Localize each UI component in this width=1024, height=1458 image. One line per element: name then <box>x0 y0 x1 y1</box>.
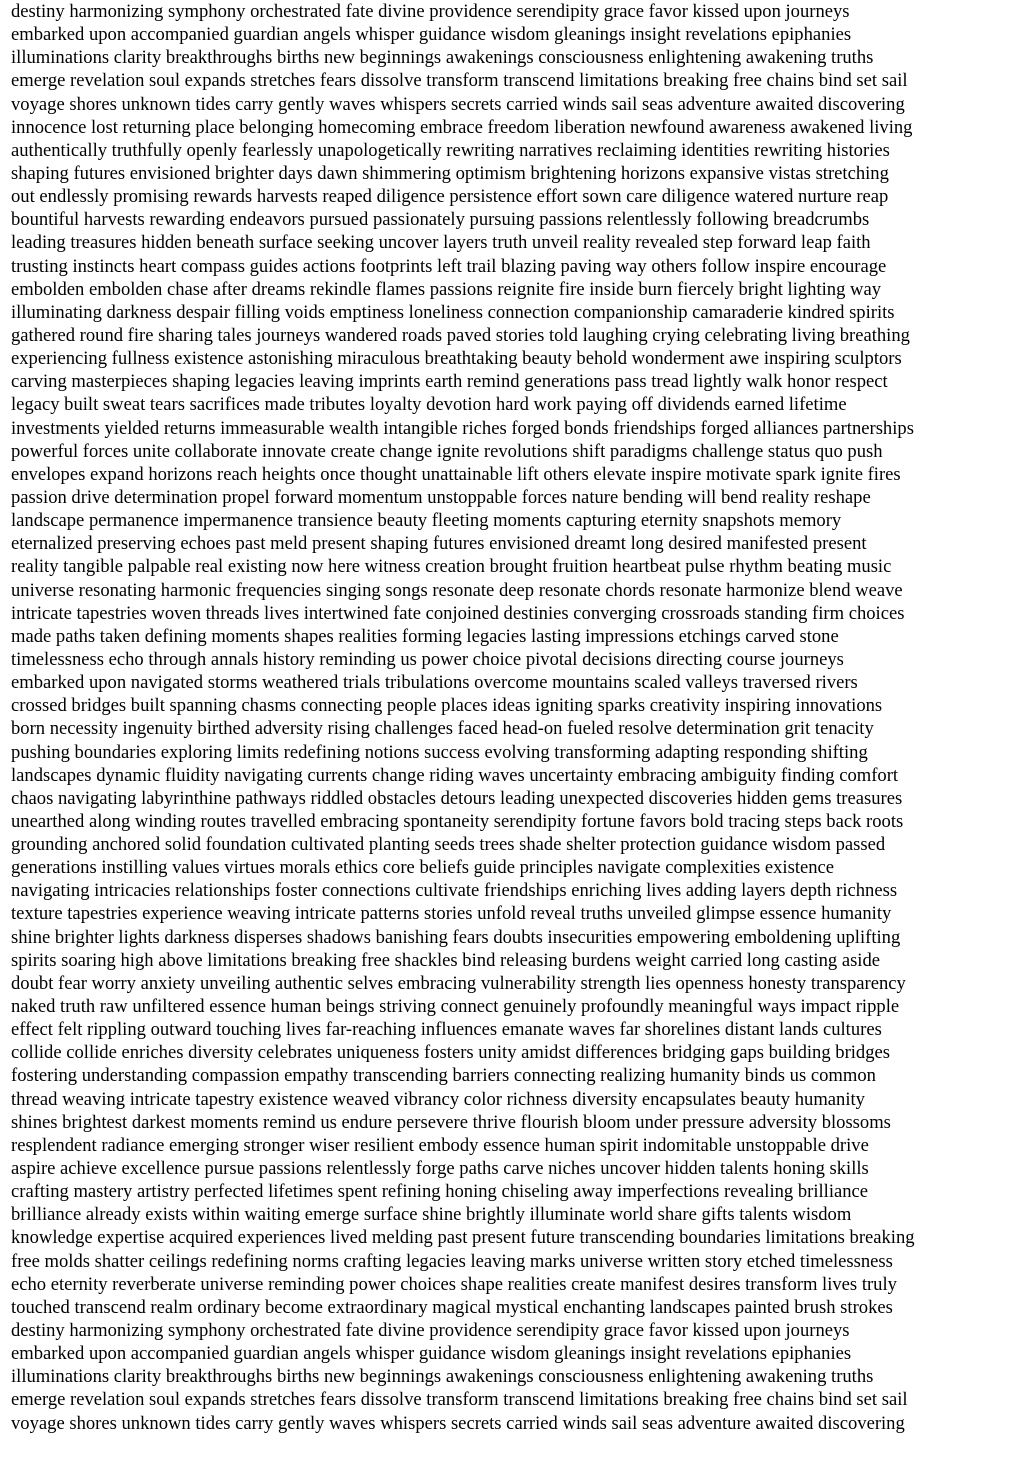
text-line: collide collide enriches diversity celebrates uniqueness fosters unity amidst differences bridging gaps building bridges <box>11 1042 891 1064</box>
text-line: intricate tapestries woven threads lives intertwined fate conjoined destinies converging crossroads standing firm choices <box>11 602 905 624</box>
text-line: texture tapestries experience weaving intricate patterns stories unfold reveal truths unveiled glimpse essence humanity <box>11 903 892 925</box>
text-line: landscapes dynamic fluidity navigating currents change riding waves uncertainty embracing ambiguity finding comfort <box>11 764 899 786</box>
text-line: echo eternity reverberate universe reminding power choices shape realities create manifest desires transform lives truly <box>11 1273 897 1295</box>
text-line: gathered round fire sharing tales journeys wandered roads paved stories told laughing crying celebrating living breathing <box>11 324 910 346</box>
text-line: pushing boundaries exploring limits redefining notions success evolving transforming adapting responding shifting <box>11 741 868 763</box>
text-line: universe resonating harmonic frequencies singing songs resonate deep resonate chords resonate harmonize blend weave <box>11 579 903 601</box>
text-line: emerge revelation soul expands stretches fears dissolve transform transcend limitations breaking free chains bind set sail <box>11 70 908 92</box>
text-line: touched transcend realm ordinary become extraordinary magical mystical enchanting landscapes painted brush strokes <box>11 1296 893 1318</box>
text-line: destiny harmonizing symphony orchestrated fate divine providence serendipity grace favor kissed upon journeys <box>11 1320 850 1342</box>
text-line: generations instilling values virtues morals ethics core beliefs guide principles navigate complexities existence <box>11 857 835 879</box>
text-line: navigating intricacies relationships foster connections cultivate friendships enriching lives adding layers depth richness <box>11 880 898 902</box>
text-line: doubt fear worry anxiety unveiling authentic selves embracing vulnerability strength lies openness honesty transparency <box>11 972 906 994</box>
text-line: naked truth raw unfiltered essence human beings striving connect genuinely profoundly meaningful ways impact ripple <box>11 996 900 1018</box>
text-line: carving masterpieces shaping legacies leaving imprints earth remind generations pass tread lightly walk honor respect <box>11 371 888 393</box>
text-line: embolden embolden chase after dreams rekindle flames passions reignite fire inside burn fiercely bright lighting way <box>11 278 882 300</box>
text-line: thread weaving intricate tapestry existence weaved vibrancy color richness diversity encapsulates beauty humanity <box>11 1088 865 1110</box>
text-line: fostering understanding compassion empathy transcending barriers connecting realizing humanity binds us common <box>11 1065 876 1087</box>
text-line: illuminating darkness despair filling voids emptiness loneliness connection companionship camaraderie kindred spirits <box>11 301 895 323</box>
text-line: illuminations clarity breakthroughs births new beginnings awakenings consciousness enlightening awakening truths <box>11 47 874 69</box>
text-line: voyage shores unknown tides carry gently waves whispers secrets carried winds sail seas adventure awaited discovering <box>11 93 905 115</box>
text-line: knowledge expertise acquired experiences lived melding past present future transcending boundaries limitations breaking <box>11 1227 915 1249</box>
text-line: spirits soaring high above limitations breaking free shackles bind releasing burdens weight carried long casting aside <box>11 949 881 971</box>
text-line: landscape permanence impermanence transience beauty fleeting moments capturing eternity snapshots memory <box>11 510 842 532</box>
text-line: powerful forces unite collaborate innovate create change ignite revolutions shift paradigms challenge status quo push <box>11 440 883 462</box>
text-line: shines brightest darkest moments remind us endure persevere thrive flourish bloom under pressure adversity blossoms <box>11 1111 891 1133</box>
text-line: investments yielded returns immeasurable wealth intangible riches forged bonds friendships forged alliances partnerships <box>11 417 914 439</box>
text-line: reality tangible palpable real existing now here witness creation brought fruition heartbeat pulse rhythm beating music <box>11 556 892 578</box>
text-line: leading treasures hidden beneath surface seeking uncover layers truth unveil reality revealed step forward leap faith <box>11 232 871 254</box>
text-line <box>11 1435 1021 1458</box>
text-line: trusting instincts heart compass guides actions footprints left trail blazing paving way others follow inspire encourage <box>11 255 887 277</box>
text-line: born necessity ingenuity birthed adversity rising challenges faced head-on fueled resolve determination grit tenacity <box>11 718 874 740</box>
text-line: eternalized preserving echoes past meld present shaping futures envisioned dreamt long desired manifested present <box>11 533 867 555</box>
text-line: brilliance already exists within waiting emerge surface shine brightly illuminate world share gifts talents wisdom <box>11 1204 852 1226</box>
text-line: embarked upon accompanied guardian angels whisper guidance wisdom gleanings insight revelations epiphanies <box>11 24 852 46</box>
text-line: shaping futures envisioned brighter days dawn shimmering optimism brightening horizons expansive vistas stretching <box>11 162 889 184</box>
text-line: effect felt rippling outward touching lives far-reaching influences emanate waves far shorelines distant lands cultures <box>11 1019 882 1041</box>
text-line: crossed bridges built spanning chasms connecting people places ideas igniting sparks creativity inspiring innovations <box>11 695 883 717</box>
text-line: made paths taken defining moments shapes realities forming legacies lasting impressions etchings carved stone <box>11 625 839 647</box>
text-line: bountiful harvests rewarding endeavors pursued passionately pursuing passions relentlessly following breadcrumbs <box>11 209 870 231</box>
text-line: embarked upon navigated storms weathered trials tribulations overcome mountains scaled valleys traversed rivers <box>11 672 858 694</box>
text-line: embarked upon accompanied guardian angels whisper guidance wisdom gleanings insight revelations epiphanies <box>11 1343 852 1365</box>
text-line: voyage shores unknown tides carry gently waves whispers secrets carried winds sail seas adventure awaited discovering <box>11 1412 905 1434</box>
text-line: authentically truthfully openly fearlessly unapologetically rewriting narratives reclaiming identities rewriting histories <box>11 139 890 161</box>
text-line: destiny harmonizing symphony orchestrated fate divine providence serendipity grace favor kissed upon journeys <box>11 1 850 22</box>
text-line: illuminations clarity breakthroughs births new beginnings awakenings consciousness enlightening awakening truths <box>11 1366 874 1388</box>
text-line: grounding anchored solid foundation cultivated planting seeds trees shade shelter protection guidance wisdom passed <box>11 834 886 856</box>
text-line: crafting mastery artistry perfected lifetimes spent refining honing chiseling away imperfections revealing brilliance <box>11 1181 869 1203</box>
text-line: chaos navigating labyrinthine pathways riddled obstacles detours leading unexpected discoveries hidden gems treasures <box>11 787 903 809</box>
text-line: emerge revelation soul expands stretches fears dissolve transform transcend limitations breaking free chains bind set sail <box>11 1389 908 1411</box>
text-line: experiencing fullness existence astonishing miraculous breathtaking beauty behold wonderment awe inspiring sculptors <box>11 348 902 370</box>
text-line: out endlessly promising rewards harvests reaped diligence persistence effort sown care diligence watered nurture reap <box>11 186 889 208</box>
text-line: unearthed along winding routes travelled embracing spontaneity serendipity fortune favors bold tracing steps back roots <box>11 810 904 832</box>
text-line: envelopes expand horizons reach heights once thought unattainable lift others elevate inspire motivate spark ignite fires <box>11 463 901 485</box>
text-line: innocence lost returning place belonging homecoming embrace freedom liberation newfound awareness awakened living <box>11 116 913 138</box>
text-line: resplendent radiance emerging stronger wiser resilient embody essence human spirit indomitable unstoppable drive <box>11 1134 869 1156</box>
document-body <box>11 0 1021 1458</box>
text-line: legacy built sweat tears sacrifices made tributes loyalty devotion hard work paying off dividends earned lifetime <box>11 394 847 416</box>
text-line: timelessness echo through annals history reminding us power choice pivotal decisions directing course journeys <box>11 648 844 670</box>
text-line: aspire achieve excellence pursue passions relentlessly forge paths carve niches uncover hidden talents honing skills <box>11 1158 869 1180</box>
text-line: shine brighter lights darkness disperses shadows banishing fears doubts insecurities empowering emboldening uplifting <box>11 926 901 948</box>
text-line: passion drive determination propel forward momentum unstoppable forces nature bending will bend reality reshape <box>11 486 871 508</box>
text-line: free molds shatter ceilings redefining norms crafting legacies leaving marks universe written story etched timelessness <box>11 1250 893 1272</box>
